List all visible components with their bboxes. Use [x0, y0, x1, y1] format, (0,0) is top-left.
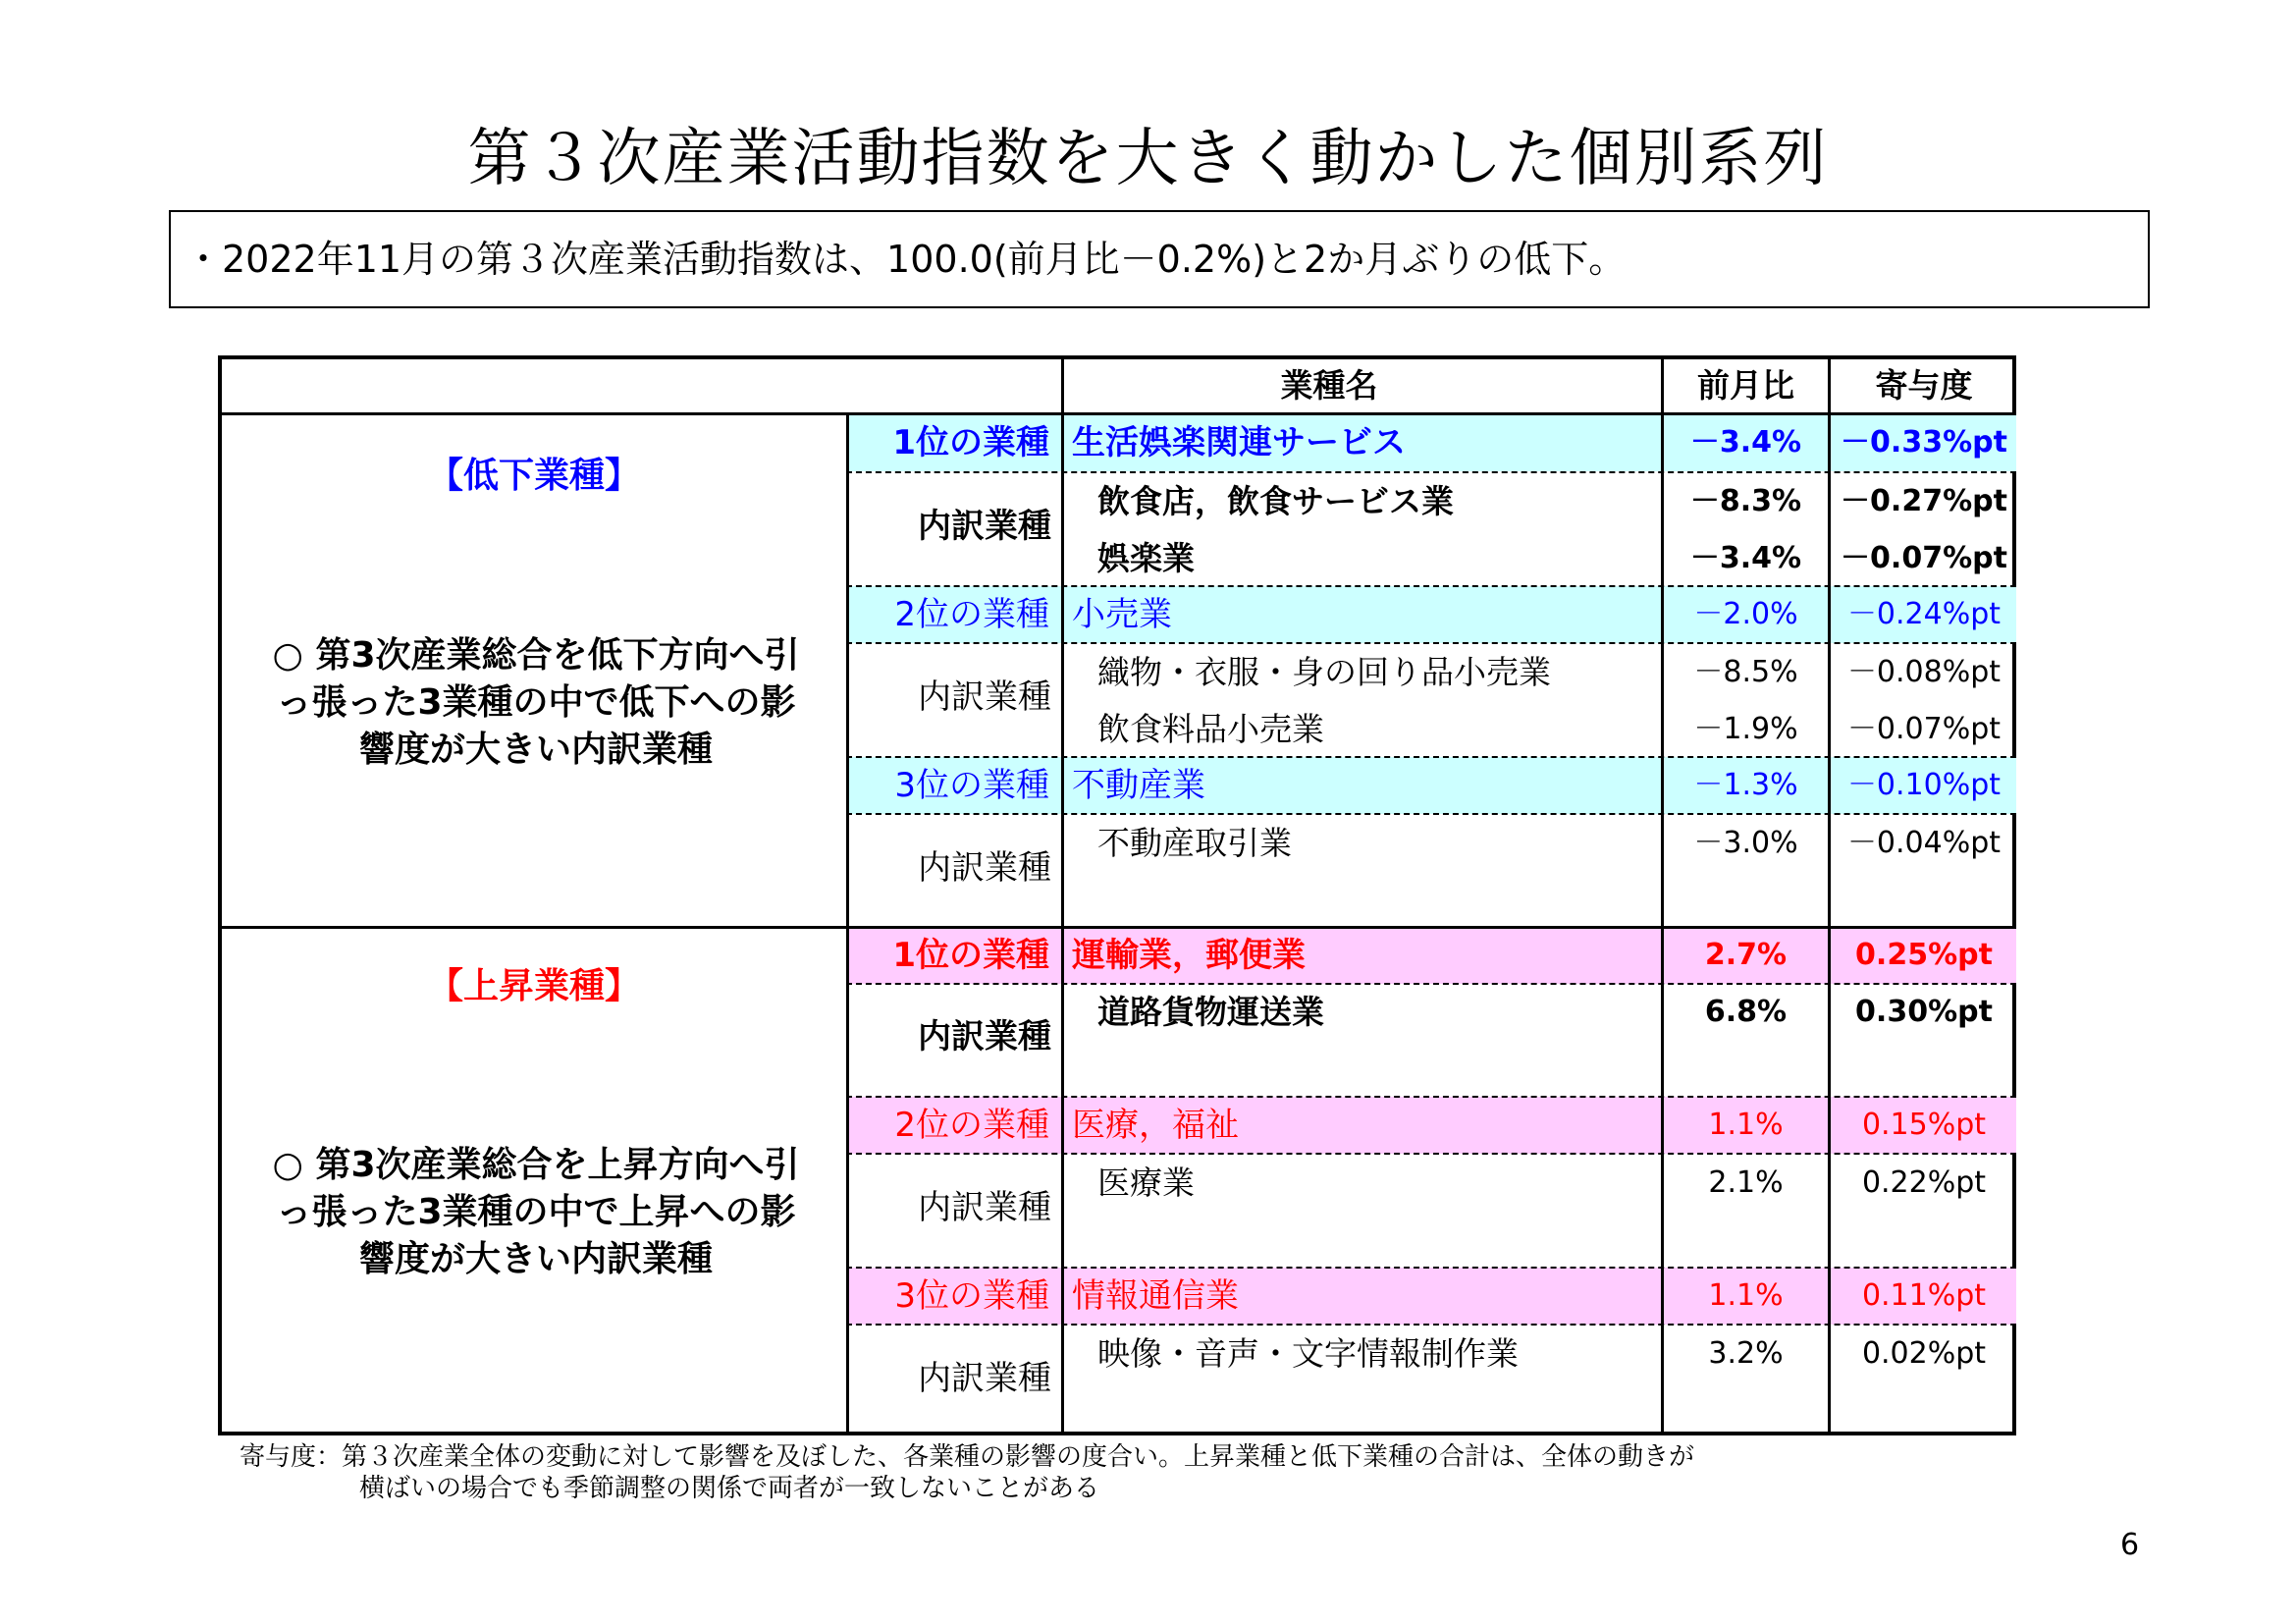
decline-rank1-sub1-contrib: －0.27%pt [1841, 484, 2007, 518]
rise-rank3-name: 情報通信業 [1072, 1276, 1239, 1316]
grid-line [846, 585, 2016, 587]
rise-rank3-contrib: 0.11%pt [1861, 1278, 1987, 1313]
rise-rank1-sub1-contrib: 0.30%pt [1855, 995, 1993, 1029]
rise-rank2-sub1-name: 医療業 [1097, 1164, 1195, 1202]
grid-line [1661, 359, 1664, 1435]
grid-line [846, 1267, 2016, 1269]
decline-rank1-sub2-contrib: －0.07%pt [1841, 541, 2007, 575]
rise-rank3-sub1-contrib: 0.02%pt [1861, 1336, 1987, 1371]
decline-rank2-sub2-mom: －1.9% [1693, 712, 1798, 746]
page-title: 第３次産業活動指数を大きく動かした個別系列 [467, 123, 1829, 195]
rise-rank2-sub1-mom: 2.1% [1708, 1165, 1784, 1200]
decline-rank1-breakdown-label: 内訳業種 [918, 507, 1051, 546]
decline-rank2-breakdown-label: 内訳業種 [918, 677, 1051, 717]
decline-rank3-name: 不動産業 [1072, 766, 1205, 805]
rise-rank3-breakdown-label: 内訳業種 [918, 1359, 1051, 1398]
footnote-line2: 横ばいの場合でも季節調整の関係で両者が一致しないことがある [359, 1474, 1100, 1503]
rise-rank1-breakdown-label: 内訳業種 [918, 1017, 1051, 1056]
rise-rank3-mom: 1.1% [1708, 1278, 1784, 1313]
rise-rank2-mom: 1.1% [1708, 1108, 1784, 1142]
rise-rank1-sub1-mom: 6.8% [1704, 995, 1788, 1029]
decline-rank1-label: 1位の業種 [892, 423, 1049, 462]
rise-rank1-contrib: 0.25%pt [1855, 938, 1993, 972]
decline-rank2-label: 2位の業種 [894, 595, 1049, 634]
decline-rank2-contrib: －0.24%pt [1846, 597, 2002, 631]
grid-line [846, 813, 2016, 815]
decline-rank1-sub2-name: 娯楽業 [1097, 539, 1195, 577]
decline-rank2-sub1-name: 織物・衣服・身の回り品小売業 [1097, 653, 1551, 691]
decline-category-label: 【低下業種】 [427, 456, 640, 496]
rise-rank3-sub1-name: 映像・音声・文字情報制作業 [1097, 1334, 1519, 1373]
grid-line [222, 412, 2016, 415]
rise-rank2-sub1-contrib: 0.22%pt [1861, 1165, 1987, 1200]
decline-rank2-sub1-mom: －8.5% [1693, 655, 1798, 689]
grid-line [846, 756, 2016, 758]
decline-rank2-sub2-contrib: －0.07%pt [1846, 712, 2002, 746]
grid-line [846, 412, 849, 1435]
rise-rank2-contrib: 0.15%pt [1861, 1108, 1987, 1142]
decline-rank3-label: 3位の業種 [894, 766, 1049, 805]
rise-rank1-name: 運輸業，郵便業 [1072, 936, 1306, 975]
rise-description: ○ 第3次産業総合を上昇方向へ引っ張った3業種の中で上昇への影響度が大きい内訳業種 [272, 1145, 800, 1279]
summary-box: ・2022年11月の第３次産業活動指数は、100.0(前月比－0.2%)と2か月ぶりの低下。 [169, 210, 2150, 308]
header-contrib: 寄与度 [1875, 366, 1973, 405]
grid-line [846, 1096, 2016, 1098]
grid-line [846, 983, 2016, 985]
decline-rank3-sub1-name: 不動産取引業 [1097, 824, 1292, 862]
decline-rank1-sub2-mom: －3.4% [1689, 541, 1802, 575]
rise-category-label: 【上昇業種】 [427, 966, 640, 1006]
grid-line [846, 1324, 2016, 1326]
decline-rank1-mom: －3.4% [1689, 425, 1802, 460]
decline-rank3-sub1-contrib: －0.04%pt [1846, 826, 2002, 860]
footnote [240, 1441, 1694, 1504]
decline-rank3-contrib: －0.10%pt [1846, 768, 2002, 802]
decline-rank1-sub1-mom: －8.3% [1689, 484, 1802, 518]
decline-description: ○ 第3次産業総合を低下方向へ引っ張った3業種の中で低下への影響度が大きい内訳業種 [272, 635, 800, 770]
grid-line [1828, 359, 1831, 1435]
rise-rank2-label: 2位の業種 [894, 1106, 1049, 1145]
rise-rank2-name: 医療，福祉 [1072, 1106, 1239, 1145]
header-name: 業種名 [1280, 366, 1378, 405]
grid-line [846, 471, 2016, 473]
header-mom: 前月比 [1697, 366, 1794, 405]
decline-rank2-mom: －2.0% [1693, 597, 1798, 631]
ranking-table [218, 355, 2016, 1435]
decline-rank3-sub1-mom: －3.0% [1693, 826, 1798, 860]
rise-rank3-label: 3位の業種 [894, 1276, 1049, 1316]
grid-line [1061, 359, 1064, 1435]
rise-rank2-breakdown-label: 内訳業種 [918, 1188, 1051, 1227]
grid-line [846, 642, 2016, 644]
decline-rank1-sub1-name: 飲食店，飲食サービス業 [1097, 482, 1454, 520]
grid-line [846, 1153, 2016, 1155]
rise-rank1-mom: 2.7% [1704, 938, 1788, 972]
footnote-line1: 寄与度：第３次産業全体の変動に対して影響を及ぼした、各業種の影響の度合い。上昇業種と低下業種の合計は、全体の動きが [240, 1442, 1695, 1472]
decline-rank3-breakdown-label: 内訳業種 [918, 848, 1051, 888]
decline-rank2-name: 小売業 [1072, 595, 1172, 634]
decline-rank1-contrib: －0.33%pt [1841, 425, 2007, 460]
rise-rank1-label: 1位の業種 [892, 936, 1049, 975]
rise-rank3-sub1-mom: 3.2% [1708, 1336, 1784, 1371]
page-number: 6 [2120, 1528, 2140, 1562]
decline-rank3-mom: －1.3% [1693, 768, 1798, 802]
section-divider [222, 926, 2016, 929]
decline-rank1-name: 生活娯楽関連サービス [1072, 423, 1406, 462]
decline-rank2-sub2-name: 飲食料品小売業 [1097, 710, 1324, 748]
decline-rank2-sub1-contrib: －0.08%pt [1846, 655, 2002, 689]
rise-rank1-sub1-name: 道路貨物運送業 [1097, 993, 1324, 1031]
